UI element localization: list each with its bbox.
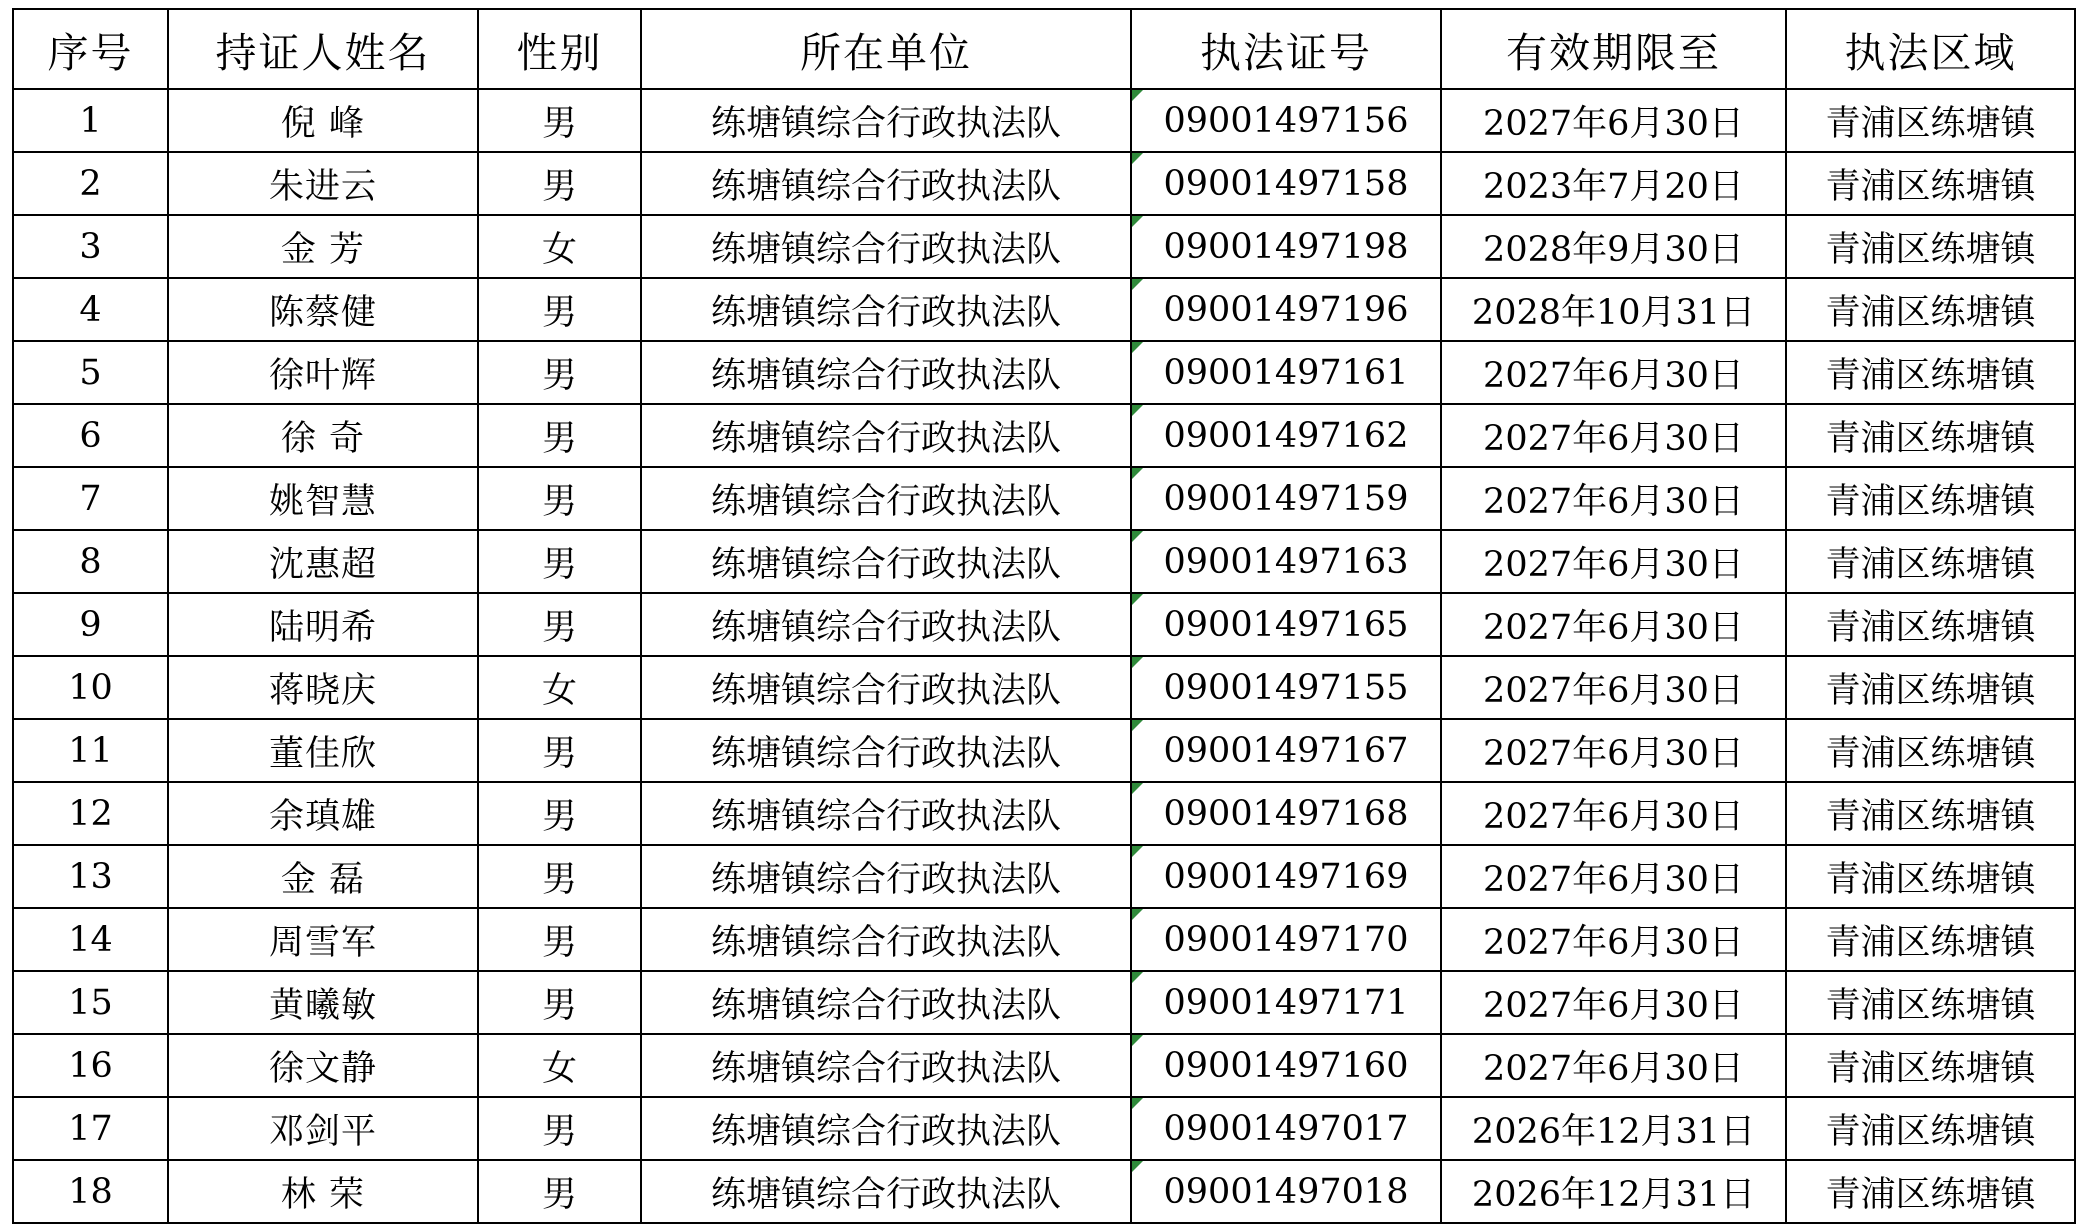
cell-area: 青浦区练塘镇 xyxy=(1786,404,2075,467)
cell-name: 余瑱雄 xyxy=(168,782,478,845)
cell-sex: 男 xyxy=(478,341,641,404)
cell-name: 陈蔡健 xyxy=(168,278,478,341)
cell-unit: 练塘镇综合行政执法队 xyxy=(641,404,1131,467)
cell-cert-no-text: 09001497162 xyxy=(1163,415,1409,456)
cell-index: 15 xyxy=(13,971,168,1034)
cell-name: 徐文静 xyxy=(168,1034,478,1097)
table-row xyxy=(13,782,2075,845)
cell-valid-until: 2027年6月30日 xyxy=(1441,719,1786,782)
cell-area: 青浦区练塘镇 xyxy=(1786,782,2075,845)
table-row xyxy=(13,152,2075,215)
cell-valid-until: 2027年6月30日 xyxy=(1441,845,1786,908)
comment-marker-icon xyxy=(1132,1098,1143,1109)
cell-index: 11 xyxy=(13,719,168,782)
cell-sex: 女 xyxy=(478,1034,641,1097)
cell-cert-no xyxy=(1131,971,1441,1034)
cell-area: 青浦区练塘镇 xyxy=(1786,1160,2075,1223)
table-row xyxy=(13,719,2075,782)
cell-index: 8 xyxy=(13,530,168,593)
cell-index: 4 xyxy=(13,278,168,341)
cell-cert-no xyxy=(1131,656,1441,719)
cell-area: 青浦区练塘镇 xyxy=(1786,152,2075,215)
cell-cert-no xyxy=(1131,1097,1441,1160)
table-row xyxy=(13,845,2075,908)
cell-cert-no xyxy=(1131,215,1441,278)
comment-marker-icon xyxy=(1132,846,1143,857)
cell-cert-no xyxy=(1131,1034,1441,1097)
cell-name: 周雪军 xyxy=(168,908,478,971)
comment-marker-icon xyxy=(1132,657,1143,668)
table-row xyxy=(13,593,2075,656)
cell-unit: 练塘镇综合行政执法队 xyxy=(641,1097,1131,1160)
cell-valid-until: 2027年6月30日 xyxy=(1441,530,1786,593)
cell-name: 朱进云 xyxy=(168,152,478,215)
cell-sex: 男 xyxy=(478,971,641,1034)
column-header-name: 持证人姓名 xyxy=(168,9,478,89)
cell-unit: 练塘镇综合行政执法队 xyxy=(641,971,1131,1034)
cell-unit: 练塘镇综合行政执法队 xyxy=(641,656,1131,719)
table-row xyxy=(13,341,2075,404)
cell-unit: 练塘镇综合行政执法队 xyxy=(641,719,1131,782)
cell-valid-until: 2023年7月20日 xyxy=(1441,152,1786,215)
cell-name: 金 芳 xyxy=(168,215,478,278)
cell-unit: 练塘镇综合行政执法队 xyxy=(641,467,1131,530)
table-row xyxy=(13,278,2075,341)
cell-index: 13 xyxy=(13,845,168,908)
comment-marker-icon xyxy=(1132,279,1143,290)
comment-marker-icon xyxy=(1132,972,1143,983)
cell-sex: 男 xyxy=(478,152,641,215)
cell-index: 18 xyxy=(13,1160,168,1223)
cell-cert-no-text: 09001497170 xyxy=(1163,919,1409,960)
cell-cert-no xyxy=(1131,278,1441,341)
cell-index: 14 xyxy=(13,908,168,971)
table-header xyxy=(13,9,2075,89)
comment-marker-icon xyxy=(1132,342,1143,353)
cell-sex: 男 xyxy=(478,89,641,152)
cell-area: 青浦区练塘镇 xyxy=(1786,656,2075,719)
cell-area: 青浦区练塘镇 xyxy=(1786,467,2075,530)
cell-cert-no xyxy=(1131,341,1441,404)
table-row xyxy=(13,1160,2075,1223)
comment-marker-icon xyxy=(1132,594,1143,605)
cell-sex: 女 xyxy=(478,215,641,278)
table-header-row xyxy=(13,9,2075,89)
cell-sex: 男 xyxy=(478,404,641,467)
column-header-index: 序号 xyxy=(13,9,168,89)
cell-index: 9 xyxy=(13,593,168,656)
cell-cert-no xyxy=(1131,89,1441,152)
table-row xyxy=(13,1097,2075,1160)
cell-cert-no xyxy=(1131,404,1441,467)
cell-sex: 男 xyxy=(478,467,641,530)
cell-cert-no-text: 09001497159 xyxy=(1163,478,1409,519)
cell-sex: 男 xyxy=(478,1097,641,1160)
cell-index: 6 xyxy=(13,404,168,467)
cell-area: 青浦区练塘镇 xyxy=(1786,215,2075,278)
cell-area: 青浦区练塘镇 xyxy=(1786,1097,2075,1160)
cell-name: 徐叶辉 xyxy=(168,341,478,404)
cell-name: 林 荣 xyxy=(168,1160,478,1223)
cell-sex: 女 xyxy=(478,656,641,719)
cell-valid-until: 2027年6月30日 xyxy=(1441,908,1786,971)
column-header-sex: 性别 xyxy=(478,9,641,89)
cell-area: 青浦区练塘镇 xyxy=(1786,593,2075,656)
cell-unit: 练塘镇综合行政执法队 xyxy=(641,152,1131,215)
cell-valid-until: 2027年6月30日 xyxy=(1441,404,1786,467)
cell-area: 青浦区练塘镇 xyxy=(1786,908,2075,971)
cell-unit: 练塘镇综合行政执法队 xyxy=(641,845,1131,908)
comment-marker-icon xyxy=(1132,1035,1143,1046)
cell-area: 青浦区练塘镇 xyxy=(1786,845,2075,908)
cell-index: 16 xyxy=(13,1034,168,1097)
cell-index: 5 xyxy=(13,341,168,404)
cell-cert-no xyxy=(1131,530,1441,593)
cell-valid-until: 2028年10月31日 xyxy=(1441,278,1786,341)
cell-cert-no-text: 09001497155 xyxy=(1163,667,1409,708)
cell-name: 黄曦敏 xyxy=(168,971,478,1034)
cell-valid-until: 2027年6月30日 xyxy=(1441,971,1786,1034)
cell-area: 青浦区练塘镇 xyxy=(1786,89,2075,152)
comment-marker-icon xyxy=(1132,720,1143,731)
comment-marker-icon xyxy=(1132,216,1143,227)
cell-cert-no xyxy=(1131,845,1441,908)
cell-valid-until: 2028年9月30日 xyxy=(1441,215,1786,278)
cell-cert-no xyxy=(1131,467,1441,530)
column-header-cert-no: 执法证号 xyxy=(1131,9,1441,89)
cell-valid-until: 2026年12月31日 xyxy=(1441,1097,1786,1160)
column-header-valid-until: 有效期限至 xyxy=(1441,9,1786,89)
cell-valid-until: 2027年6月30日 xyxy=(1441,593,1786,656)
cell-cert-no-text: 09001497018 xyxy=(1163,1171,1409,1212)
cell-unit: 练塘镇综合行政执法队 xyxy=(641,593,1131,656)
cell-valid-until: 2027年6月30日 xyxy=(1441,782,1786,845)
cell-cert-no xyxy=(1131,593,1441,656)
cell-index: 3 xyxy=(13,215,168,278)
cell-valid-until: 2027年6月30日 xyxy=(1441,341,1786,404)
cell-valid-until: 2027年6月30日 xyxy=(1441,656,1786,719)
cell-unit: 练塘镇综合行政执法队 xyxy=(641,530,1131,593)
table-row xyxy=(13,89,2075,152)
cell-name: 姚智慧 xyxy=(168,467,478,530)
cell-cert-no-text: 09001497169 xyxy=(1163,856,1409,897)
comment-marker-icon xyxy=(1132,153,1143,164)
cell-valid-until: 2026年12月31日 xyxy=(1441,1160,1786,1223)
cell-area: 青浦区练塘镇 xyxy=(1786,341,2075,404)
cell-cert-no-text: 09001497156 xyxy=(1163,100,1409,141)
cell-unit: 练塘镇综合行政执法队 xyxy=(641,1034,1131,1097)
comment-marker-icon xyxy=(1132,783,1143,794)
cell-cert-no-text: 09001497167 xyxy=(1163,730,1409,771)
cell-sex: 男 xyxy=(478,593,641,656)
cell-sex: 男 xyxy=(478,782,641,845)
cell-cert-no-text: 09001497158 xyxy=(1163,163,1409,204)
cell-cert-no xyxy=(1131,1160,1441,1223)
cell-sex: 男 xyxy=(478,719,641,782)
cell-cert-no xyxy=(1131,152,1441,215)
comment-marker-icon xyxy=(1132,405,1143,416)
cell-index: 10 xyxy=(13,656,168,719)
table-row xyxy=(13,1034,2075,1097)
cell-index: 1 xyxy=(13,89,168,152)
cell-cert-no xyxy=(1131,908,1441,971)
table-row xyxy=(13,971,2075,1034)
cell-sex: 男 xyxy=(478,908,641,971)
cell-area: 青浦区练塘镇 xyxy=(1786,278,2075,341)
cell-sex: 男 xyxy=(478,1160,641,1223)
cell-sex: 男 xyxy=(478,278,641,341)
cell-cert-no-text: 09001497198 xyxy=(1163,226,1409,267)
table-row xyxy=(13,215,2075,278)
cell-index: 7 xyxy=(13,467,168,530)
cell-unit: 练塘镇综合行政执法队 xyxy=(641,278,1131,341)
law-enforcement-certificate-table xyxy=(12,8,2076,1224)
cell-valid-until: 2027年6月30日 xyxy=(1441,467,1786,530)
cell-area: 青浦区练塘镇 xyxy=(1786,719,2075,782)
cell-cert-no-text: 09001497196 xyxy=(1163,289,1409,330)
cell-name: 徐 奇 xyxy=(168,404,478,467)
cell-cert-no-text: 09001497160 xyxy=(1163,1045,1409,1086)
cell-area: 青浦区练塘镇 xyxy=(1786,530,2075,593)
cell-index: 12 xyxy=(13,782,168,845)
cell-name: 倪 峰 xyxy=(168,89,478,152)
table-row xyxy=(13,530,2075,593)
cell-cert-no-text: 09001497163 xyxy=(1163,541,1409,582)
table-body xyxy=(13,89,2075,1223)
cell-unit: 练塘镇综合行政执法队 xyxy=(641,341,1131,404)
cell-name: 陆明希 xyxy=(168,593,478,656)
table-row xyxy=(13,404,2075,467)
cell-name: 邓剑平 xyxy=(168,1097,478,1160)
cell-unit: 练塘镇综合行政执法队 xyxy=(641,1160,1131,1223)
cell-cert-no xyxy=(1131,782,1441,845)
cell-valid-until: 2027年6月30日 xyxy=(1441,1034,1786,1097)
cell-unit: 练塘镇综合行政执法队 xyxy=(641,89,1131,152)
cell-name: 蒋晓庆 xyxy=(168,656,478,719)
cell-unit: 练塘镇综合行政执法队 xyxy=(641,215,1131,278)
cell-cert-no-text: 09001497017 xyxy=(1163,1108,1409,1149)
cell-index: 2 xyxy=(13,152,168,215)
cell-cert-no xyxy=(1131,719,1441,782)
column-header-area: 执法区域 xyxy=(1786,9,2075,89)
cell-sex: 男 xyxy=(478,845,641,908)
cell-name: 金 磊 xyxy=(168,845,478,908)
column-header-unit: 所在单位 xyxy=(641,9,1131,89)
table-row xyxy=(13,467,2075,530)
comment-marker-icon xyxy=(1132,531,1143,542)
cell-cert-no-text: 09001497161 xyxy=(1163,352,1409,393)
cell-area: 青浦区练塘镇 xyxy=(1786,971,2075,1034)
cell-area: 青浦区练塘镇 xyxy=(1786,1034,2075,1097)
table-row xyxy=(13,908,2075,971)
cell-name: 沈惠超 xyxy=(168,530,478,593)
cell-valid-until: 2027年6月30日 xyxy=(1441,89,1786,152)
cell-cert-no-text: 09001497165 xyxy=(1163,604,1409,645)
comment-marker-icon xyxy=(1132,1161,1143,1172)
cell-name: 董佳欣 xyxy=(168,719,478,782)
cell-sex: 男 xyxy=(478,530,641,593)
comment-marker-icon xyxy=(1132,909,1143,920)
comment-marker-icon xyxy=(1132,468,1143,479)
cell-index: 17 xyxy=(13,1097,168,1160)
cell-unit: 练塘镇综合行政执法队 xyxy=(641,908,1131,971)
comment-marker-icon xyxy=(1132,90,1143,101)
cell-unit: 练塘镇综合行政执法队 xyxy=(641,782,1131,845)
cell-cert-no-text: 09001497171 xyxy=(1163,982,1409,1023)
cell-cert-no-text: 09001497168 xyxy=(1163,793,1409,834)
table-row xyxy=(13,656,2075,719)
